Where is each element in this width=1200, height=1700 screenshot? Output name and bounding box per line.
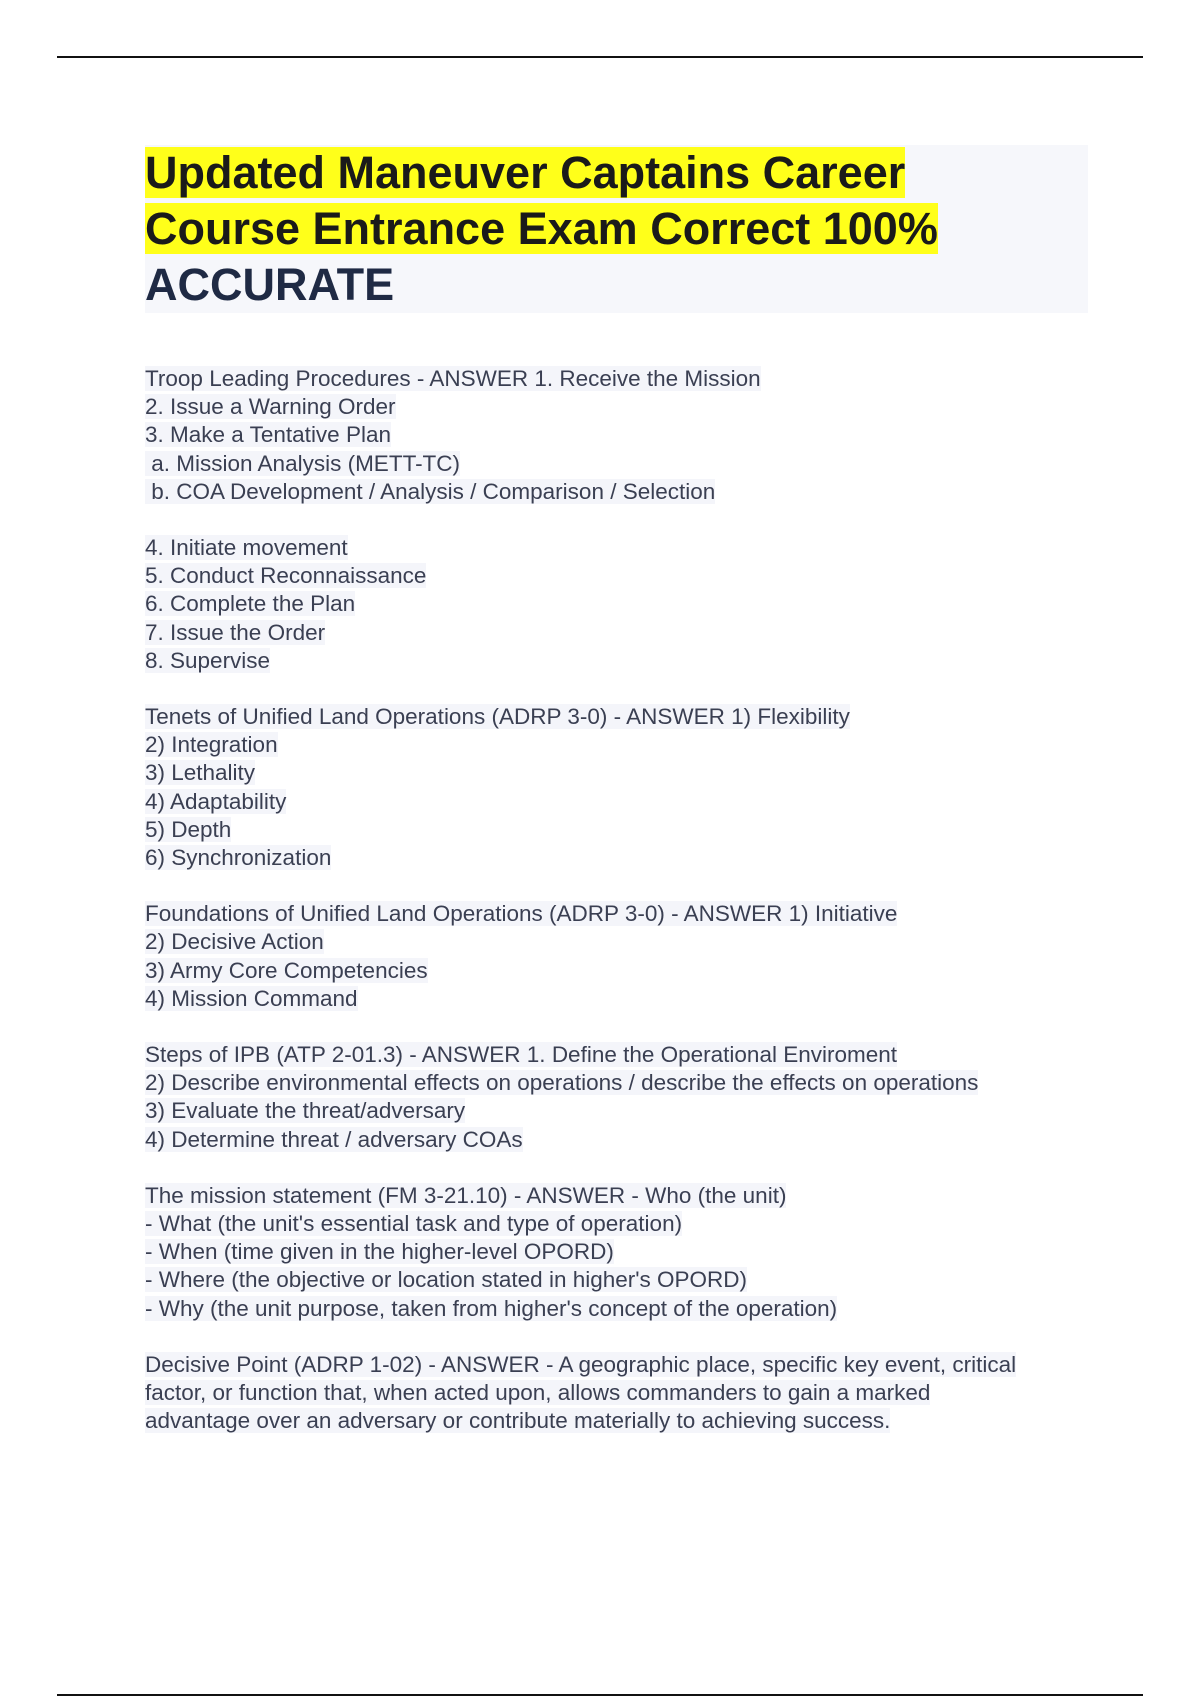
text-line: Decisive Point (ADRP 1-02) - ANSWER - A geographic place, specific key event, critical	[145, 1351, 1017, 1377]
text-line: The mission statement (FM 3-21.10) - ANSWER - Who (the unit)	[145, 1182, 787, 1208]
text-line: a. Mission Analysis (METT-TC)	[145, 450, 461, 476]
text-line: 2. Issue a Warning Order	[145, 394, 396, 420]
qa-mission-statement	[145, 1182, 1095, 1323]
text-line: Tenets of Unified Land Operations (ADRP 3-0) - ANSWER 1) Flexibility	[145, 704, 850, 730]
qa-decisive-point	[145, 1351, 1095, 1436]
top-rule	[57, 56, 1143, 58]
qa-troop-leading-procedures	[145, 365, 1095, 675]
text-line: factor, or function that, when acted upon, allows commanders to gain a marked	[145, 1380, 931, 1406]
bottom-rule	[57, 1694, 1143, 1696]
text-line: 7. Issue the Order	[145, 619, 326, 645]
text-line: 6) Synchronization	[145, 845, 332, 871]
text-line: - What (the unit's essential task and type of operation)	[145, 1211, 683, 1237]
text-line: 3. Make a Tentative Plan	[145, 422, 391, 448]
title-line-2: Course Entrance Exam Correct 100%	[145, 203, 938, 254]
text-line: 3) Army Core Competencies	[145, 957, 428, 983]
text-line: Steps of IPB (ATP 2-01.3) - ANSWER 1. Define the Operational Enviroment	[145, 1042, 898, 1068]
qa-foundations-ulo	[145, 900, 1095, 1013]
text-line: 2) Decisive Action	[145, 929, 324, 955]
document-body	[145, 365, 1095, 1464]
text-line: 2) Integration	[145, 732, 278, 758]
title-line-1: Updated Maneuver Captains Career	[145, 147, 906, 198]
paragraph-gap	[145, 506, 1095, 534]
text-line: 4) Adaptability	[145, 788, 287, 814]
text-line: b. COA Development / Analysis / Comparison / Selection	[145, 478, 716, 504]
text-line: 5) Depth	[145, 816, 232, 842]
text-line: - Where (the objective or location stated in higher's OPORD)	[145, 1267, 748, 1293]
title-block	[145, 145, 1088, 313]
text-line: 5. Conduct Reconnaissance	[145, 563, 427, 589]
text-line: 4. Initiate movement	[145, 535, 348, 561]
text-line: 4) Determine threat / adversary COAs	[145, 1126, 523, 1152]
text-line: Troop Leading Procedures - ANSWER 1. Receive the Mission	[145, 366, 761, 391]
text-line: 2) Describe environmental effects on operations / describe the effects on operations	[145, 1070, 979, 1096]
text-line: 6. Complete the Plan	[145, 591, 356, 617]
document-title	[145, 145, 1088, 313]
qa-steps-of-ipb	[145, 1041, 1095, 1154]
qa-tenets-ulo	[145, 703, 1095, 872]
text-line: 8. Supervise	[145, 647, 271, 673]
title-line-3: ACCURATE	[145, 259, 395, 310]
text-line: - When (time given in the higher-level OPORD)	[145, 1239, 614, 1265]
text-line: Foundations of Unified Land Operations (ADRP 3-0) - ANSWER 1) Initiative	[145, 901, 898, 927]
text-line: advantage over an adversary or contribute materially to achieving success.	[145, 1408, 891, 1434]
text-line: - Why (the unit purpose, taken from higher's concept of the operation)	[145, 1295, 838, 1321]
text-line: 4) Mission Command	[145, 985, 358, 1011]
text-line: 3) Evaluate the threat/adversary	[145, 1098, 466, 1124]
text-line: 3) Lethality	[145, 760, 256, 786]
